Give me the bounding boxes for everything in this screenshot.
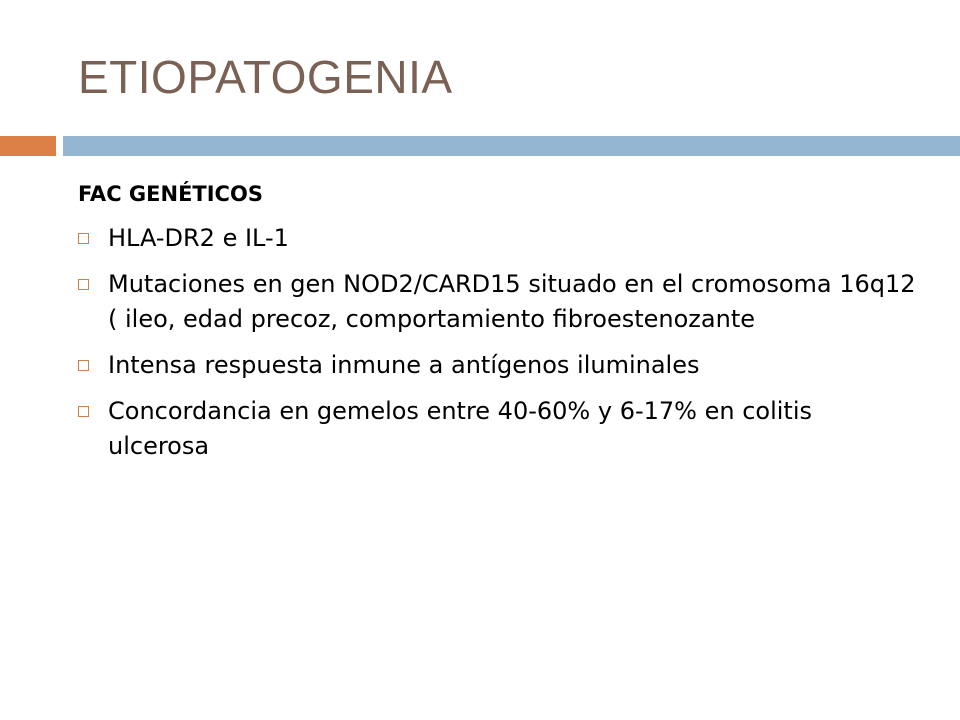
bullet-text: Concordancia en gemelos entre 40-60% y 6-17% en colitis ulcerosa: [108, 397, 812, 460]
bullet-text: HLA-DR2 e IL-1: [108, 224, 289, 252]
bullet-item-respuesta: [78, 348, 918, 383]
bullet-text: Intensa respuesta inmune a antígenos iluminales: [108, 351, 700, 379]
square-bullet-icon: [78, 233, 89, 244]
square-bullet-icon: [78, 279, 89, 290]
bullet-item-mutaciones: [78, 267, 918, 337]
slide-title: ETIOPATOGENIA: [78, 51, 453, 103]
section-heading: FAC GENÉTICOS: [78, 182, 263, 206]
accent-bar-orange: [0, 136, 56, 156]
bullet-item-concordancia: [78, 394, 918, 464]
bullet-list: [78, 221, 918, 464]
square-bullet-icon: [78, 406, 89, 417]
slide-content: [78, 170, 918, 475]
bullet-item-hla: [78, 221, 918, 256]
accent-bar-blue: [63, 136, 960, 156]
square-bullet-icon: [78, 360, 89, 371]
bullet-text: Mutaciones en gen NOD2/CARD15 situado en el cromosoma 16q12 ( ileo, edad precoz, comportamiento fibroestenozante: [108, 270, 916, 333]
